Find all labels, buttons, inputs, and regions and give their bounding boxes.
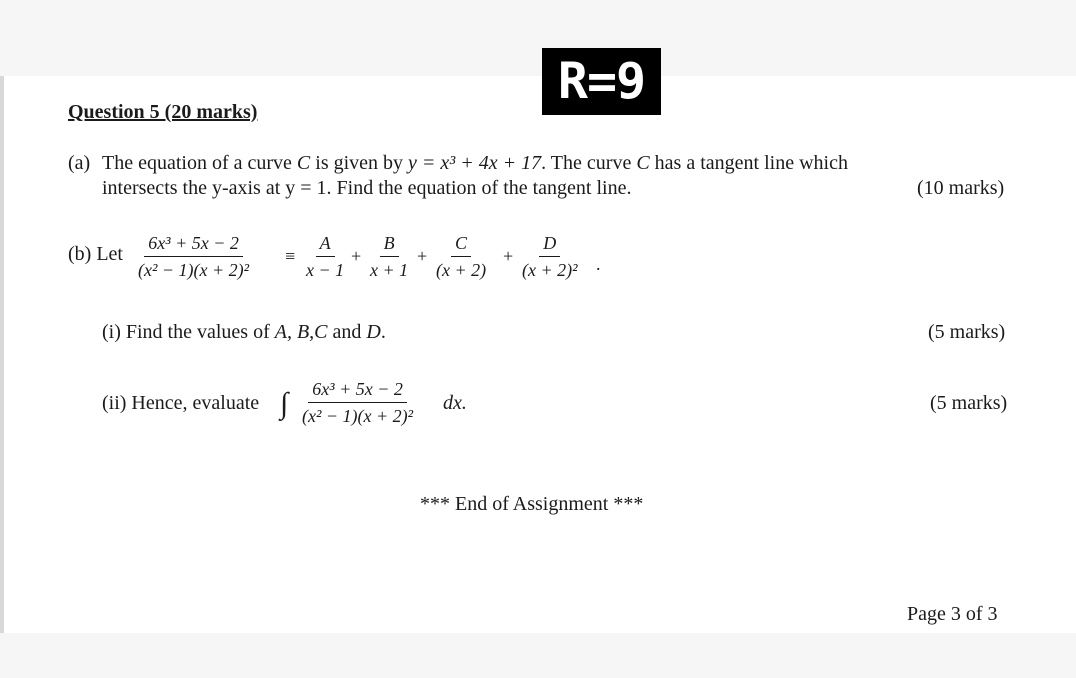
part-b-label: (b) Let — [68, 243, 123, 265]
end-of-assignment: *** End of Assignment *** — [420, 493, 644, 515]
r-badge: R=9 — [542, 48, 661, 115]
integral-sign: ∫ — [280, 387, 289, 420]
main-fraction-denominator: (x² − 1)(x + 2)² — [138, 260, 250, 280]
part-a-line1: The equation of a curve C is given by y = x³ + 4x + 17. The curve C has a tangent line which — [102, 152, 848, 174]
term-a-fraction: $\frac{A}{x - 1}$ — [306, 233, 345, 280]
term-d-fraction: $\frac{D}{\text{(x + 2)²}}$ — [522, 233, 578, 280]
dx-text: dx. — [443, 392, 467, 414]
part-a-line2: intersects the y-axis at y = 1. Find the equation of the tangent line. — [102, 177, 632, 199]
period: . — [596, 254, 601, 274]
part-a-equation: y = x³ + 4x + 17 — [408, 152, 542, 174]
part-a-label: (a) — [68, 152, 91, 174]
sub-ii-text: (ii) Hence, evaluate — [102, 392, 260, 414]
plus-sign: + — [351, 246, 362, 266]
question-heading: Question 5 (20 marks) — [68, 101, 258, 123]
page-number: Page 3 of 3 — [907, 603, 998, 625]
plus-sign: + — [503, 246, 514, 266]
sub-i-marks: (5 marks) — [928, 321, 1006, 343]
part-a-marks: (10 marks) — [917, 177, 1005, 199]
term-b-fraction: $\frac{B}{x + 1}$ — [370, 233, 409, 280]
main-fraction — [134, 232, 253, 281]
term-c-fraction: $\frac{C}{(x + 2)}$ — [436, 233, 487, 280]
integrand-fraction: $\frac{\text{6x³ + 5x − 2}}{\text{(x² − 1)(x + 2)²}}$ — [302, 379, 414, 426]
equiv-sign: ≡ — [285, 246, 296, 266]
plus-sign: + — [417, 246, 428, 266]
main-fraction-numerator: 6x³ + 5x − 2 — [144, 232, 243, 257]
sub-ii-marks: (5 marks) — [930, 392, 1008, 414]
sub-i-text: (i) Find the values of A, B,C and D. — [102, 321, 386, 343]
